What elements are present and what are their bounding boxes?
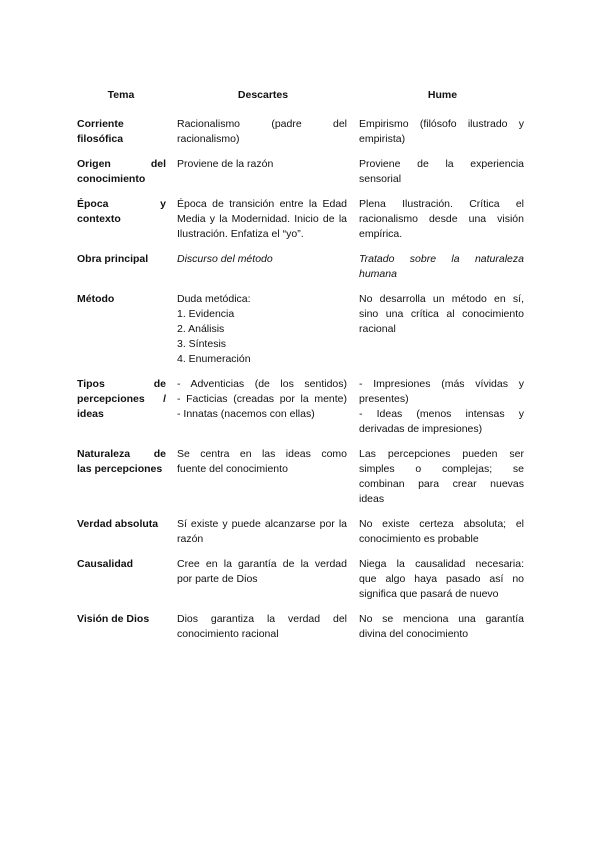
row-descartes xyxy=(171,377,355,447)
header-topic: Tema xyxy=(107,89,135,101)
row-hume-line: Empirismo (filósofo ilustrado y xyxy=(359,118,524,130)
row-hume xyxy=(355,557,530,612)
row-hume-line: presentes) xyxy=(359,393,409,405)
table-row xyxy=(71,157,530,197)
row-topic xyxy=(71,557,171,612)
row-topic xyxy=(71,117,171,157)
row-hume-line: racional xyxy=(359,323,396,335)
row-hume-line: ideas xyxy=(359,493,385,505)
row-descartes-line: 2. Análisis xyxy=(177,323,225,335)
row-topic xyxy=(71,447,171,517)
header-descartes: Descartes xyxy=(237,89,289,101)
row-hume-line: Tratado sobre la naturaleza xyxy=(359,253,524,265)
row-topic-line: contexto xyxy=(77,213,121,225)
row-topic-line: Causalidad xyxy=(77,558,134,570)
row-hume-line: racionalismo desde una visión xyxy=(359,213,524,225)
row-topic-line: Naturaleza de xyxy=(77,448,166,460)
row-hume xyxy=(355,157,530,197)
row-hume-line: sino una crítica al conocimiento xyxy=(359,308,524,320)
row-hume-line: No se menciona una garantía xyxy=(359,613,524,625)
table-row xyxy=(71,517,530,557)
row-descartes-line: Racionalismo (padre del xyxy=(177,118,347,130)
row-hume xyxy=(355,447,530,517)
table-header-row xyxy=(71,88,530,117)
row-topic xyxy=(71,612,171,652)
row-descartes-line: - Facticias (creadas por la mente) xyxy=(177,393,347,405)
row-hume-line: simples o complejas; se xyxy=(359,463,524,475)
row-descartes xyxy=(171,197,355,252)
row-topic-line: las percepciones xyxy=(77,463,163,475)
row-hume-line: humana xyxy=(359,268,397,280)
row-descartes-line: Proviene de la razón xyxy=(177,158,274,170)
row-descartes-line: razón xyxy=(177,533,204,545)
row-topic xyxy=(71,197,171,252)
row-descartes-line: por parte de Dios xyxy=(177,573,258,585)
row-descartes-line: Sí existe y puede alcanzarse por la xyxy=(177,518,347,530)
row-hume-line: - Impresiones (más vívidas y xyxy=(359,378,524,390)
row-descartes-line: Dios garantiza la verdad del xyxy=(177,613,347,625)
row-descartes-line: Discurso del método xyxy=(177,253,273,265)
row-descartes xyxy=(171,557,355,612)
row-hume-line: empírica. xyxy=(359,228,403,240)
row-hume-line: divina del conocimiento xyxy=(359,628,469,640)
row-topic-line: Obra principal xyxy=(77,253,149,265)
row-descartes-line: conocimiento racional xyxy=(177,628,279,640)
table-row xyxy=(71,377,530,447)
table-row xyxy=(71,292,530,377)
row-topic-line: Método xyxy=(77,293,115,305)
row-hume-line: empirista) xyxy=(359,133,406,145)
row-hume-line: derivadas de impresiones) xyxy=(359,423,483,435)
row-topic-line: Verdad absoluta xyxy=(77,518,159,530)
row-descartes-line: - Innatas (nacemos con ellas) xyxy=(177,408,315,420)
table-row xyxy=(71,252,530,292)
row-hume xyxy=(355,292,530,377)
row-hume-line: significa que pasará de nuevo xyxy=(359,588,499,600)
table-row xyxy=(71,117,530,157)
row-topic xyxy=(71,252,171,292)
row-descartes xyxy=(171,447,355,517)
row-topic-line: Visión de Dios xyxy=(77,613,150,625)
row-hume-line: Las percepciones pueden ser xyxy=(359,448,524,460)
row-hume xyxy=(355,612,530,652)
row-hume-line: Proviene de la experiencia xyxy=(359,158,524,170)
row-topic-line: filosófica xyxy=(77,133,124,145)
row-hume-line: No desarrolla un método en sí, xyxy=(359,293,524,305)
row-hume xyxy=(355,517,530,557)
row-topic xyxy=(71,377,171,447)
row-descartes-line: racionalismo) xyxy=(177,133,240,145)
row-topic-line: percepciones / xyxy=(77,393,166,405)
row-hume xyxy=(355,197,530,252)
row-topic-line: Época y xyxy=(77,198,166,210)
row-hume-line: Plena Ilustración. Crítica el xyxy=(359,198,524,210)
row-topic-line: Origen del xyxy=(77,158,166,170)
row-hume xyxy=(355,117,530,157)
row-descartes-line: 1. Evidencia xyxy=(177,308,235,320)
table-row xyxy=(71,612,530,652)
comparison-table xyxy=(71,88,530,652)
table-body xyxy=(71,117,530,652)
row-descartes-line: Duda metódica: xyxy=(177,293,251,305)
row-hume-line: - Ideas (menos intensas y xyxy=(359,408,524,420)
row-descartes xyxy=(171,292,355,377)
row-hume-line: que algo haya pasado así no xyxy=(359,573,524,585)
row-hume xyxy=(355,377,530,447)
table-row xyxy=(71,197,530,252)
table-row xyxy=(71,447,530,517)
row-descartes-line: Cree en la garantía de la verdad xyxy=(177,558,347,570)
row-descartes-line: - Adventicias (de los sentidos) xyxy=(177,378,347,390)
row-topic xyxy=(71,292,171,377)
row-descartes-line: Época de transición entre la Edad xyxy=(177,198,347,210)
row-descartes xyxy=(171,252,355,292)
row-descartes-line: 4. Enumeración xyxy=(177,353,251,365)
row-descartes-line: Ilustración. Enfatiza el “yo”. xyxy=(177,228,304,240)
row-descartes-line: 3. Síntesis xyxy=(177,338,227,350)
row-hume-line: conocimiento es probable xyxy=(359,533,479,545)
row-descartes xyxy=(171,157,355,197)
row-descartes-line: Se centra en las ideas como xyxy=(177,448,347,460)
row-topic xyxy=(71,157,171,197)
row-topic-line: conocimiento xyxy=(77,173,146,185)
row-topic-line: Corriente xyxy=(77,118,124,130)
row-topic-line: Tipos de xyxy=(77,378,166,390)
row-topic xyxy=(71,517,171,557)
row-descartes-line: fuente del conocimiento xyxy=(177,463,288,475)
row-descartes xyxy=(171,117,355,157)
row-hume-line: Niega la causalidad necesaria: xyxy=(359,558,524,570)
row-topic-line: ideas xyxy=(77,408,104,420)
row-descartes-line: Media y la Modernidad. Inicio de la xyxy=(177,213,347,225)
row-hume xyxy=(355,252,530,292)
row-descartes xyxy=(171,612,355,652)
row-descartes xyxy=(171,517,355,557)
row-hume-line: No existe certeza absoluta; el xyxy=(359,518,524,530)
table-row xyxy=(71,557,530,612)
row-hume-line: combinan para crear nuevas xyxy=(359,478,524,490)
header-hume: Hume xyxy=(427,89,458,101)
row-hume-line: sensorial xyxy=(359,173,402,185)
